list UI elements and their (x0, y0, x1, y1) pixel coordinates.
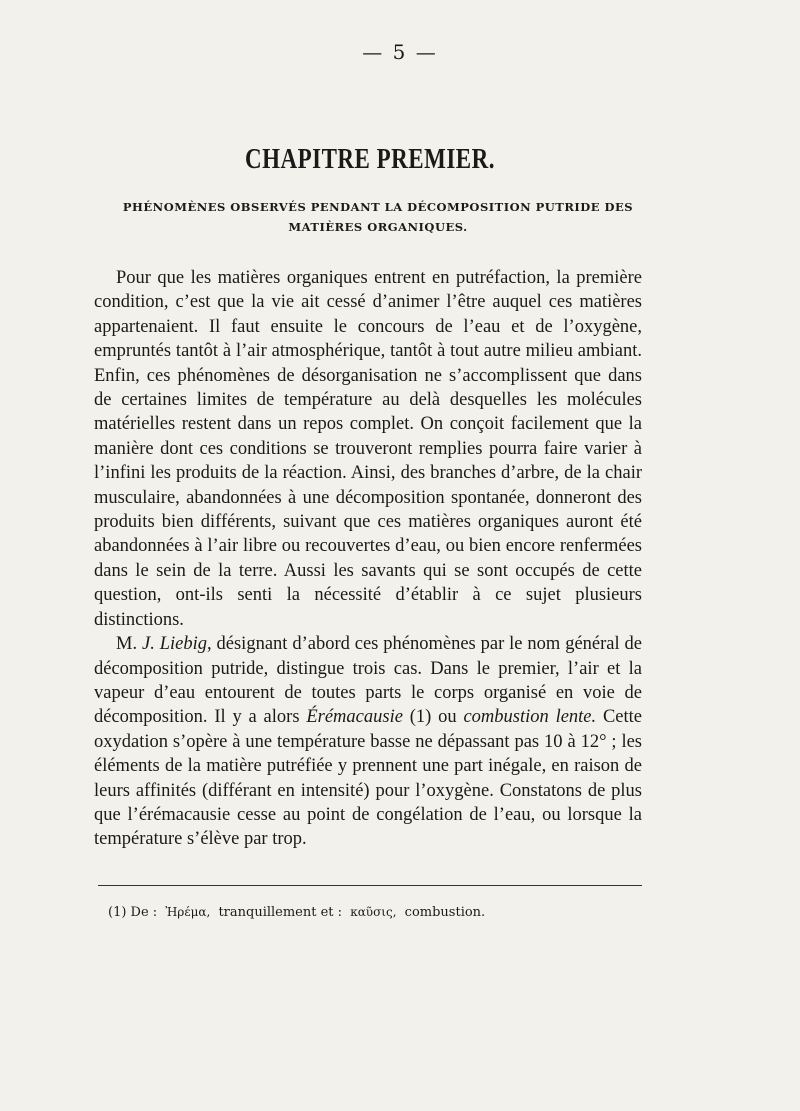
chapter-subtitle: PHÉNOMÈNES OBSERVÉS PENDANT LA DÉCOMPOSITION PUTRIDE DES MATIÈRES ORGANIQUES. (122, 200, 634, 234)
footnote-reference: (1) ou (402, 707, 464, 728)
page-number: — 5 — (362, 40, 438, 64)
footnote-text-2: combustion. (404, 905, 486, 920)
body-text (94, 266, 642, 852)
footnote-greek-2: καῦσις, (350, 905, 397, 919)
author-name: J. Liebig (141, 634, 207, 655)
paragraph-2 (94, 632, 642, 852)
footnote-divider (98, 885, 642, 886)
term-combustion-lente: combustion lente. (463, 707, 597, 728)
paragraph-1: Pour que les matières organiques entrent en putréfaction, la première condition, c’est que la vie ait cessé d’animer l’être auquel ces matières appartenaient. Il faut ensuite le concours de l’eau et de l’oxygène, empruntés tantôt à l’air atmosphérique, tantôt à tout autre milieu ambiant. Enfin, ces phénomènes de désorganisation ne s’accomplissent que dans de certaines limites de température au delà desquelles les molécules matérielles restent dans un repos complet. On conçoit facilement que la manière dont ces conditions se trouveront remplies pourra faire varier à l’infini les produits de la réaction. Ainsi, des branches d’arbre, de la chair musculaire, abandonnées à une décomposition spontanée, donneront des produits bien différents, suivant que ces matières organiques auront été abandonnées à l’air libre ou recouvertes d’eau, ou bien encore renfermées dans le sein de la terre. Aussi les savants qui se sont occupés de cette question, ont-ils senti la nécessité d’établir à ce sujet plusieurs distinctions. (94, 268, 642, 630)
footnote-greek-1: Ἠρέμα, (165, 905, 211, 919)
footnote-text-1: tranquillement et : (218, 905, 343, 920)
paragraph-2-prefix: M. (116, 634, 142, 655)
footnote (108, 905, 648, 920)
footnote-marker: (1) De : (108, 905, 158, 920)
paragraph-2-part-1: , désignant d’abord ces phénomènes par le nom général de décomposition putride, distingue trois cas. Dans le premier, l’air et la vapeur d’eau entourent de toutes parts le corps organisé en voie de décomposition. Il y a alors (94, 634, 642, 728)
chapter-title: CHAPITRE PREMIER. (244, 143, 495, 175)
paragraph-2-part-2: Cette oxydation s’opère à une température basse ne dépassant pas 10 à 12° ; les éléments de la matière putréfiée y prennent une part inégale, en raison de leurs affinités (différant en intensité) pour l’oxygène. Constatons de plus que l’érémacausie cesse au point de congélation de l’eau, ou lorsque la température s’élève par trop. (94, 707, 643, 850)
term-eremacausie: Érémacausie (306, 707, 403, 728)
